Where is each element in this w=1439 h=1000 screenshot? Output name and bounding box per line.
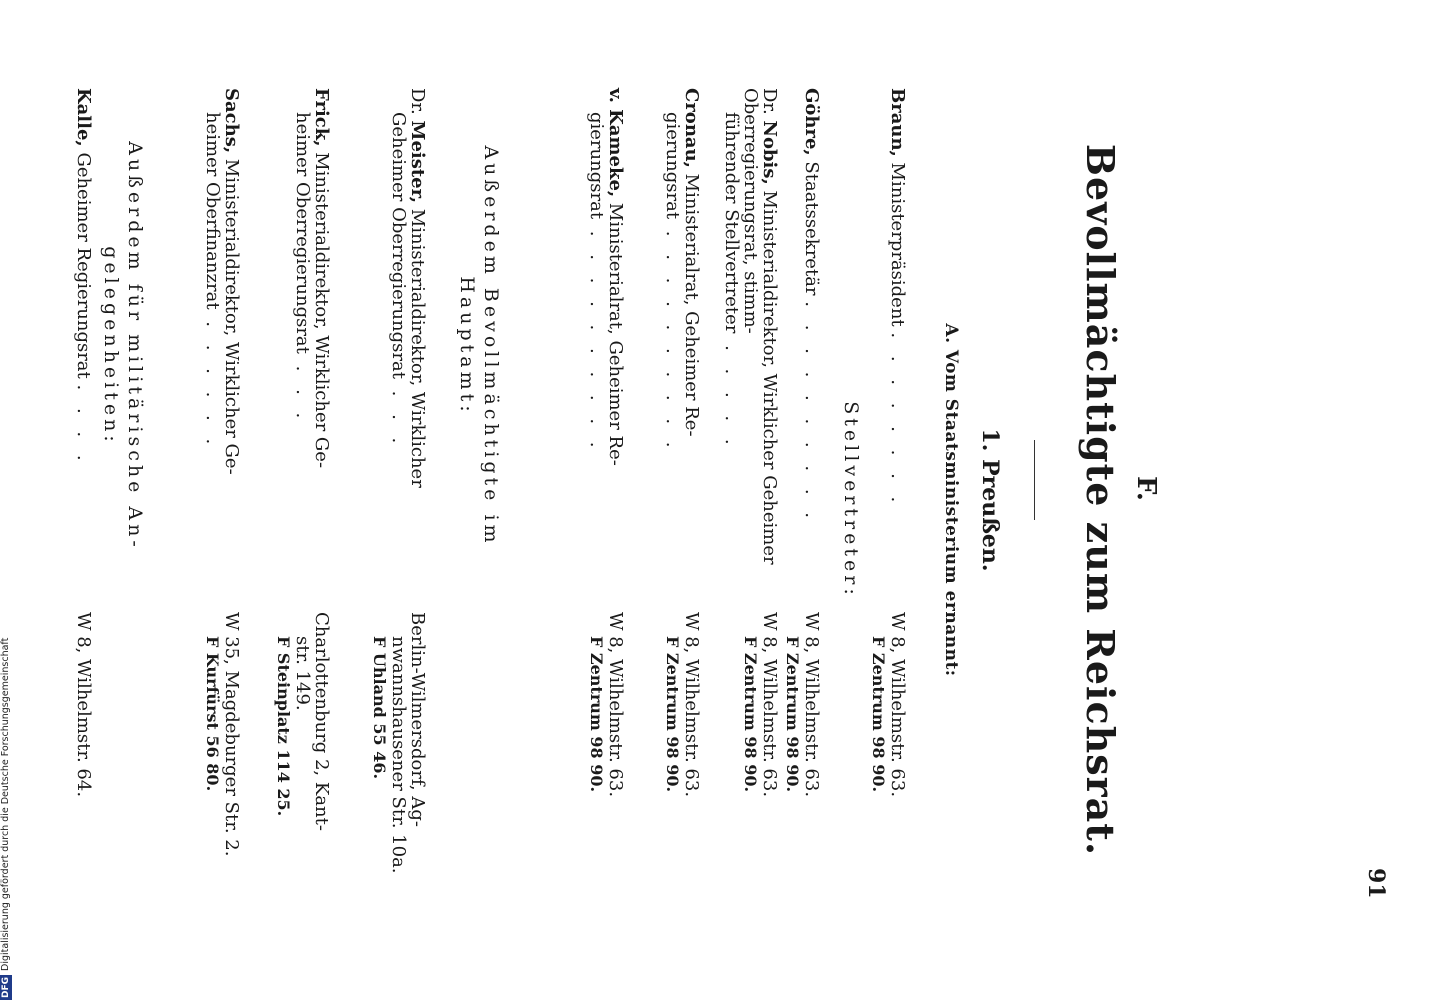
entry-address bbox=[203, 612, 241, 942]
entry-address bbox=[74, 612, 93, 942]
entry-street: W 8, Wilhelmstr. 64. bbox=[73, 612, 94, 798]
entry-description: Sachs, Ministerialdirektor, Wirklicher Ge- heimer Oberfinanzrat . . . . . . bbox=[202, 88, 242, 475]
entry-address bbox=[274, 612, 331, 942]
entry-description: Cronau, Ministerialrat, Geheimer Re- gierungsrat . . . . . . . . . . bbox=[662, 88, 702, 454]
heading-hauptamt-line2: Hauptamt: bbox=[456, 276, 478, 416]
entry-address bbox=[587, 612, 625, 942]
entry-street: Berlin-Wilmersdorf, Ag- bbox=[407, 612, 428, 827]
entry-title: Ministerialdirektor, Wirklicher Geheimer Oberregierungsrat, stimm- bbox=[740, 88, 780, 565]
heading-hauptamt bbox=[455, 88, 503, 604]
entry-address bbox=[370, 612, 427, 942]
entry-street: W 8, Wilhelmstr. 63. bbox=[605, 612, 626, 798]
entry-description: v. Kameke, Ministerialrat, Geheimer Re- gierungsrat . . . . . . . . . . bbox=[586, 88, 626, 466]
entry-title: Ministerpräsident bbox=[887, 162, 908, 327]
entry-prefix: Dr. bbox=[407, 88, 428, 121]
heading-militaer-line2: gelegenheiten: bbox=[100, 246, 122, 446]
entry-description: Braun, Ministerpräsident . . . . . . . . bbox=[887, 88, 908, 509]
entry-street-cont: str. 149. bbox=[292, 636, 313, 711]
entry-phone: F Zentrum 98 90. bbox=[741, 636, 760, 793]
entry-description: Kalle, Geheimer Regierungsrat . . . . bbox=[73, 88, 94, 467]
entry-address bbox=[741, 612, 779, 942]
entry-name: Frick, bbox=[311, 88, 332, 147]
entry-phone: F Kurfürst 56 80. bbox=[203, 636, 222, 792]
entry-street: W 8, Wilhelmstr. 63. bbox=[759, 612, 780, 798]
heading-militaer bbox=[99, 88, 147, 604]
entry-address bbox=[869, 612, 907, 942]
entry-prefix: Dr. bbox=[759, 88, 780, 121]
entry-description: Dr. Meister, Ministerialdirektor, Wirklicher Geheimer Oberregierungsrat . . . bbox=[388, 88, 428, 488]
entry-street: W 35, Magdeburger Str. 2. bbox=[221, 612, 242, 857]
entry-description: Frick, Ministerialdirektor, Wirklicher Ge- heimer Oberregierungsrat . . . bbox=[292, 88, 332, 469]
entry-description: Dr. Nobis, Ministerialdirektor, Wirklicher Geheimer Oberregierungsrat, stimm- führender Stellvertreter . . . . . bbox=[721, 88, 780, 565]
entry-street: Charlottenburg 2, Kant- bbox=[311, 612, 332, 831]
entry-name: Kalle, bbox=[73, 88, 94, 147]
entry-street: W 8, Wilhelmstr. 63. bbox=[887, 612, 908, 798]
entry-phone: F Zentrum 98 90. bbox=[783, 636, 802, 793]
entry-title: Ministerialdirektor, Wirklicher Ge- bbox=[221, 158, 242, 475]
dfg-logo: DFG bbox=[1, 976, 11, 998]
entry-title: Ministerialdirektor, Wirklicher Ge- bbox=[311, 152, 332, 469]
entry-title: Geheimer Regierungsrat bbox=[73, 152, 94, 379]
heading-stellvertreter: Stellvertreter: bbox=[840, 401, 862, 599]
entry-street: W 8, Wilhelmstr. 63. bbox=[681, 612, 702, 798]
title-rule bbox=[1034, 440, 1035, 520]
entry-title: Ministerialrat, Geheimer Re- bbox=[605, 202, 626, 466]
entry-street-cont: nwannshausener Str. 10a. bbox=[388, 636, 409, 874]
entry-title-cont: führender Stellvertreter bbox=[721, 112, 742, 334]
entry-address bbox=[663, 612, 701, 942]
section-letter: F. bbox=[1131, 476, 1161, 501]
entry-name: Meister, bbox=[407, 120, 428, 204]
entry-name: Braun, bbox=[887, 88, 908, 157]
entry-phone: F Uhland 55 46. bbox=[370, 636, 389, 780]
entry-phone: F Zentrum 98 90. bbox=[587, 636, 606, 793]
entry-street: W 8, Wilhelmstr. 63. bbox=[801, 612, 822, 798]
page-number: 91 bbox=[1363, 868, 1389, 899]
entry-name: v. Kameke, bbox=[605, 88, 626, 198]
entry-title: Ministerialdirektor, Wirklicher bbox=[407, 208, 428, 488]
entry-address bbox=[783, 612, 821, 942]
entry-name: Sachs, bbox=[221, 88, 242, 154]
entry-name: Nobis, bbox=[759, 120, 780, 185]
entry-phone: F Steinplatz 114 25. bbox=[274, 636, 293, 817]
page-title: Bevollmächtigte zum Reichsrat. bbox=[1078, 143, 1123, 857]
heading-militaer-line1: Außerdem für militärische An- bbox=[124, 141, 146, 551]
section-heading: 1. Preußen. bbox=[977, 428, 1003, 572]
subsection-heading: A. Vom Staatsministerium ernannt: bbox=[941, 323, 961, 677]
entry-description: Göhre, Staatssekretär . . . . . . . . . . bbox=[801, 88, 822, 524]
entry-name: Göhre, bbox=[801, 88, 822, 156]
entry-phone: F Zentrum 98 90. bbox=[663, 636, 682, 793]
dfg-sidebar bbox=[0, 600, 16, 1000]
entry-title: Ministerialrat, Geheimer Re- bbox=[681, 173, 702, 437]
entry-name: Cronau, bbox=[681, 88, 702, 168]
heading-hauptamt-line1: Außerdem Bevollmächtigte im bbox=[480, 145, 502, 547]
entry-phone: F Zentrum 98 90. bbox=[869, 636, 888, 793]
entry-title: Staatssekretär bbox=[801, 161, 822, 296]
dfg-credit: Digitalisierung gefördert durch die Deutsche Forschungsgemeinschaft bbox=[0, 637, 11, 971]
